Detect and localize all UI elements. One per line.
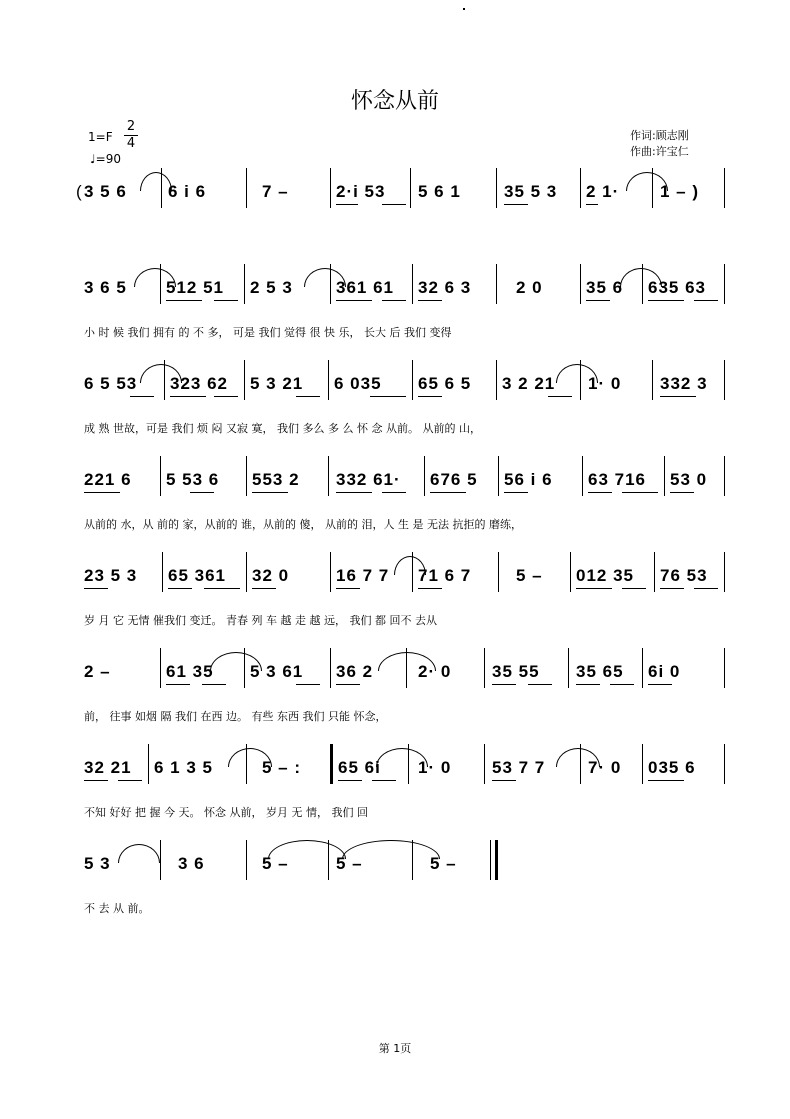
- measure-4: 2·i 53: [336, 182, 386, 201]
- barline: [496, 360, 497, 400]
- notation-row: [0, 662, 790, 702]
- underline: [492, 780, 516, 781]
- underline: [168, 588, 192, 589]
- underline: [336, 684, 360, 685]
- measure-4: 361 61: [336, 278, 394, 297]
- time-signature: [124, 120, 138, 151]
- tie: [342, 840, 440, 859]
- barline: [330, 168, 331, 208]
- measure-8: 635 63: [648, 278, 706, 297]
- tie: [268, 840, 346, 859]
- page-mark: [463, 8, 465, 10]
- underline: [338, 780, 362, 781]
- measure-2: 61 35: [166, 662, 214, 681]
- measure-7: 7· 0: [588, 758, 622, 777]
- barline: [328, 456, 329, 496]
- measure-7: 012 35: [576, 566, 634, 585]
- measure-3: 32 0: [252, 566, 290, 585]
- barline: [496, 168, 497, 208]
- measure-4: 36 2: [336, 662, 374, 681]
- underline: [694, 300, 718, 301]
- underline: [622, 588, 646, 589]
- barline: [246, 168, 247, 208]
- underline: [130, 396, 154, 397]
- measure-5: 71 6 7: [418, 566, 472, 585]
- barline: [642, 648, 643, 688]
- underline: [660, 396, 696, 397]
- notation-row: [0, 182, 790, 222]
- tie: [210, 652, 262, 671]
- lyrics-line: 不知 好好 把 握 今 天。 怀念 从前， 岁月 无 情， 我们 回: [84, 806, 368, 819]
- measure-5: 5 –: [430, 854, 457, 873]
- measure-4: 5 –: [336, 854, 363, 873]
- underline: [190, 492, 214, 493]
- tie: [228, 748, 272, 767]
- tie: [304, 268, 346, 287]
- underline: [336, 492, 372, 493]
- measure-4: 65 6i: [338, 758, 381, 777]
- measure-8: 76 53: [660, 566, 708, 585]
- measure-2: 323 62: [170, 374, 228, 393]
- measure-2: 6 1 3 5: [154, 758, 213, 777]
- underline: [670, 492, 694, 493]
- barline: [654, 552, 655, 592]
- barline: [580, 168, 581, 208]
- barline: [724, 360, 725, 400]
- underline: [588, 492, 612, 493]
- measure-7: 1· 0: [588, 374, 622, 393]
- measure-4: 6 035: [334, 374, 382, 393]
- barline: [568, 648, 569, 688]
- barline: [246, 840, 247, 880]
- measure-8: 332 3: [660, 374, 708, 393]
- measure-6: 3 2 21: [502, 374, 556, 393]
- barline: [652, 360, 653, 400]
- underline: [648, 684, 672, 685]
- barline: [496, 264, 497, 304]
- measure-8: 035 6: [648, 758, 696, 777]
- underline: [648, 300, 684, 301]
- notation-row: [0, 374, 790, 414]
- tie: [140, 364, 182, 383]
- measure-1: 6 5 53: [84, 374, 138, 393]
- time-signature-bottom: 4: [126, 136, 136, 151]
- measure-3: 7 –: [262, 182, 289, 201]
- measure-5: 676 5: [430, 470, 478, 489]
- barline: [484, 744, 485, 784]
- underline: [252, 588, 276, 589]
- measure-3: 2 5 3: [250, 278, 293, 297]
- underline: [504, 204, 528, 205]
- quarter-note-icon: ♩: [90, 152, 96, 166]
- underline: [382, 204, 406, 205]
- underline: [576, 684, 600, 685]
- measure-1: 221 6: [84, 470, 132, 489]
- underline: [372, 780, 396, 781]
- underline: [296, 684, 320, 685]
- underline: [586, 204, 598, 205]
- underline: [214, 300, 238, 301]
- underline: [336, 300, 372, 301]
- credits: [630, 128, 689, 160]
- composer: 作曲:许宝仁: [630, 145, 689, 158]
- tie: [626, 172, 668, 191]
- underline: [370, 396, 406, 397]
- underline: [492, 684, 516, 685]
- underline: [528, 684, 552, 685]
- barline: [490, 840, 491, 880]
- measure-5: 5 6 1: [418, 182, 461, 201]
- barline: [570, 552, 571, 592]
- underline: [694, 588, 718, 589]
- measure-4: 16 7 7: [336, 566, 390, 585]
- underline: [418, 300, 442, 301]
- tie: [556, 364, 598, 383]
- measure-1: 2 –: [84, 662, 111, 681]
- lyrics-line: 岁 月 它 无情 催我们 变迁。 青春 列 车 越 走 越 远， 我们 都 回不 去从: [84, 614, 437, 627]
- measure-1: 32 21: [84, 758, 132, 777]
- measure-8: 53 0: [670, 470, 708, 489]
- measure-4: 332 61·: [336, 470, 401, 489]
- tie: [376, 748, 428, 767]
- measure-3: 5 3 61: [250, 662, 304, 681]
- measure-6: 35 5 3: [504, 182, 558, 201]
- barline: [498, 552, 499, 592]
- barline: [412, 264, 413, 304]
- barline: [160, 456, 161, 496]
- measure-1: 3 6 5: [84, 278, 127, 297]
- barline: [724, 264, 725, 304]
- tie: [134, 268, 176, 287]
- notation-row: [0, 470, 790, 510]
- measure-6: 53 7 7: [492, 758, 546, 777]
- measure-3: 553 2: [252, 470, 300, 489]
- measure-1: 5 3: [84, 854, 111, 873]
- paren-open: (: [76, 182, 83, 201]
- barline: [148, 744, 149, 784]
- measure-7: 35 65: [576, 662, 624, 681]
- barline: [724, 168, 725, 208]
- tempo-value: =90: [95, 152, 121, 166]
- measure-3: 5 –: [262, 854, 289, 873]
- barline: [244, 360, 245, 400]
- underline: [166, 684, 190, 685]
- lyrics-line: 从前的 水，从 前的 家，从前的 谁，从前的 傻， 从前的 泪，人 生 是 无法 抗拒的 磨练，: [84, 518, 522, 531]
- underline: [418, 588, 442, 589]
- tie: [140, 172, 172, 191]
- notation-row: [0, 758, 790, 798]
- measure-2: 65 361: [168, 566, 226, 585]
- underline: [382, 492, 406, 493]
- measure-5: 65 6 5: [418, 374, 472, 393]
- underline: [660, 588, 684, 589]
- underline: [296, 396, 320, 397]
- tie: [556, 748, 600, 767]
- underline: [84, 780, 108, 781]
- underline: [622, 492, 658, 493]
- barline: [160, 648, 161, 688]
- lyricist: 作词:顾志刚: [630, 129, 689, 142]
- underline: [84, 492, 120, 493]
- tie: [394, 556, 426, 575]
- measure-2: 5 53 6: [166, 470, 220, 489]
- measure-6: 35 55: [492, 662, 540, 681]
- barline: [724, 744, 725, 784]
- tie: [620, 268, 662, 287]
- measure-5: 2· 0: [418, 662, 452, 681]
- barline: [580, 264, 581, 304]
- notation-row: [0, 278, 790, 318]
- underline: [576, 588, 612, 589]
- barline: [330, 648, 331, 688]
- measure-6: 5 –: [516, 566, 543, 585]
- barline: [498, 456, 499, 496]
- underline: [202, 684, 226, 685]
- page-number: 第 1页: [378, 1042, 412, 1055]
- notation-row: [0, 566, 790, 606]
- barline: [642, 744, 643, 784]
- measure-6: 2 0: [516, 278, 543, 297]
- measure-6: 56 i 6: [504, 470, 553, 489]
- measure-3: 5 – :: [262, 758, 302, 777]
- underline: [336, 204, 358, 205]
- underline: [252, 492, 288, 493]
- lyrics-line: 小 时 候 我们 拥有 的 不 多， 可是 我们 觉得 很 快 乐， 长大 后 我们 变得: [84, 326, 452, 339]
- barline: [582, 456, 583, 496]
- tie: [378, 652, 436, 671]
- underline: [382, 300, 406, 301]
- tie: [118, 844, 160, 863]
- measure-1: 3 5 6: [84, 182, 127, 201]
- barline: [664, 456, 665, 496]
- lyrics-line: 成 熟 世故，可是 我们 烦 闷 又寂 寞， 我们 多么 多 么 怀 念 从前。 从前的 山，: [84, 422, 481, 435]
- measure-7: 35 6: [586, 278, 624, 297]
- barline: [424, 456, 425, 496]
- measure-8: 6i 0: [648, 662, 681, 681]
- underline: [204, 588, 240, 589]
- lyrics-line: 前， 往事 如烟 隔 我们 在西 边。 有些 东西 我们 只能 怀念，: [84, 710, 387, 723]
- repeat-barline: [330, 744, 333, 784]
- barline: [484, 648, 485, 688]
- underline: [336, 588, 360, 589]
- underline: [548, 396, 572, 397]
- barline: [724, 552, 725, 592]
- measure-3: 5 3 21: [250, 374, 304, 393]
- measure-2: 6 i 6: [168, 182, 207, 201]
- barline: [246, 552, 247, 592]
- barline: [412, 360, 413, 400]
- barline: [410, 168, 411, 208]
- lyrics-line: 不 去 从 前。: [84, 902, 150, 915]
- measure-2: 3 6: [178, 854, 205, 873]
- final-barline: [495, 840, 498, 880]
- underline: [84, 588, 108, 589]
- underline: [214, 396, 238, 397]
- key-signature: 1=F: [88, 130, 113, 144]
- underline: [118, 780, 142, 781]
- barline: [244, 264, 245, 304]
- measure-5: 32 6 3: [418, 278, 472, 297]
- barline: [246, 456, 247, 496]
- barline: [160, 840, 161, 880]
- measure-7: 2 1·: [586, 182, 620, 201]
- underline: [166, 300, 202, 301]
- underline: [648, 780, 684, 781]
- underline: [610, 684, 634, 685]
- underline: [586, 300, 610, 301]
- underline: [504, 492, 528, 493]
- barline: [330, 552, 331, 592]
- measure-8: 1 – ): [660, 182, 700, 201]
- measure-1: 23 5 3: [84, 566, 138, 585]
- barline: [328, 360, 329, 400]
- underline: [170, 396, 206, 397]
- time-signature-top: 2: [126, 119, 136, 134]
- measure-2: 512 51: [166, 278, 224, 297]
- underline: [418, 396, 442, 397]
- notation-row: [0, 854, 790, 894]
- barline: [724, 648, 725, 688]
- measure-5: 1· 0: [418, 758, 452, 777]
- measure-7: 63 716: [588, 470, 646, 489]
- song-title: 怀念从前: [350, 89, 439, 114]
- barline: [162, 552, 163, 592]
- barline: [724, 456, 725, 496]
- tempo-marking: [90, 152, 121, 166]
- underline: [430, 492, 466, 493]
